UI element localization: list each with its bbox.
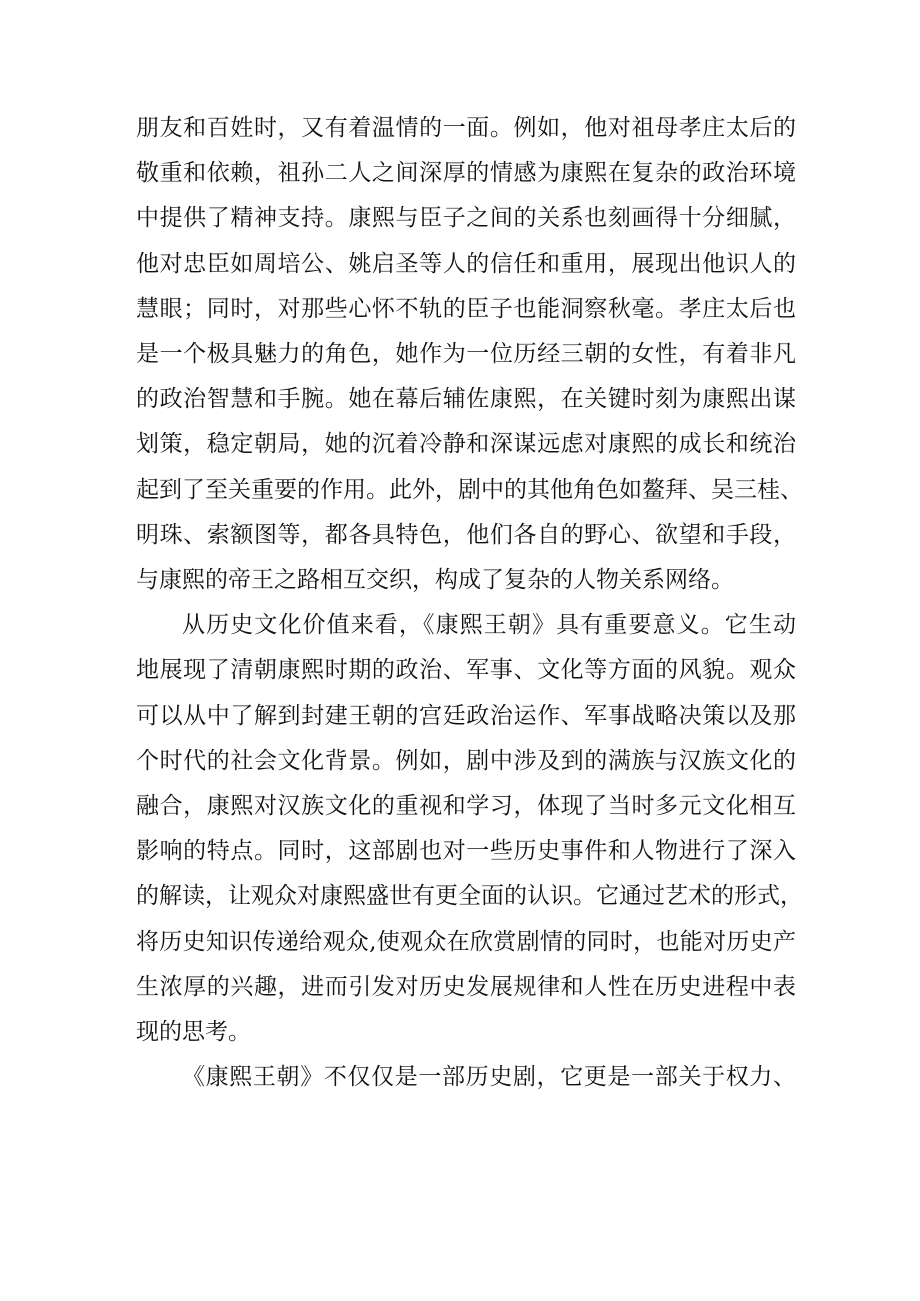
text-line: 影响的特点。同时，这部剧也对一些历史事件和人物进行了深入 [136, 838, 796, 865]
text-line: 明珠、索额图等，都各具特色，他们各自的野心、欲望和手段， [136, 521, 796, 548]
text-line: 起到了至关重要的作用。此外，剧中的其他角色如鳌拜、吴三桂、 [136, 476, 803, 503]
paragraph-first-line: 从历史文化价值来看，《康熙王朝》具有重要意义。它生动 [182, 612, 796, 639]
text-line: 现的思考。 [136, 1019, 251, 1046]
text-line: 与康熙的帝王之路相互交织，构成了复杂的人物关系网络。 [136, 567, 734, 594]
text-line: 生浓厚的兴趣，进而引发对历史发展规律和人性在历史进程中表 [136, 973, 796, 1000]
text-line: 朋友和百姓时，又有着温情的一面。例如，他对祖母孝庄太后的 [136, 115, 796, 141]
text-line: 个时代的社会文化背景。例如，剧中涉及到的满族与汉族文化的 [136, 747, 796, 774]
body-text [136, 106, 803, 1100]
text-line: 划策，稳定朝局，她的沉着冷静和深谋远虑对康熙的成长和统治 [136, 431, 796, 458]
text-line: 的政治智慧和手腕。她在幕后辅佐康熙，在关键时刻为康熙出谋 [136, 386, 796, 413]
text-line: 慧眼；同时，对那些心怀不轨的臣子也能洞察秋毫。孝庄太后也 [136, 295, 796, 322]
text-line: 将历史知识传递给观众,使观众在欣赏剧情的同时，也能对历史产 [136, 928, 796, 955]
paragraph-first-line: 《康熙王朝》不仅仅是一部历史剧，它更是一部关于权力、 [182, 1064, 796, 1091]
text-line: 的解读，让观众对康熙盛世有更全面的认识。它通过艺术的形式， [136, 883, 803, 910]
text-line: 是一个极具魅力的角色，她作为一位历经三朝的女性，有着非凡 [136, 341, 796, 368]
text-line: 融合，康熙对汉族文化的重视和学习，体现了当时多元文化相互 [136, 793, 796, 820]
text-line: 中提供了精神支持。康熙与臣子之间的关系也刻画得十分细腻， [136, 205, 796, 232]
text-line: 他对忠臣如周培公、姚启圣等人的信任和重用，展现出他识人的 [136, 250, 796, 277]
text-line: 地展现了清朝康熙时期的政治、军事、文化等方面的风貌。观众 [136, 657, 796, 684]
text-line: 可以从中了解到封建王朝的宫廷政治运作、军事战略决策以及那 [136, 702, 796, 729]
text-line: 敬重和依赖，祖孙二人之间深厚的情感为康熙在复杂的政治环境 [136, 160, 796, 187]
